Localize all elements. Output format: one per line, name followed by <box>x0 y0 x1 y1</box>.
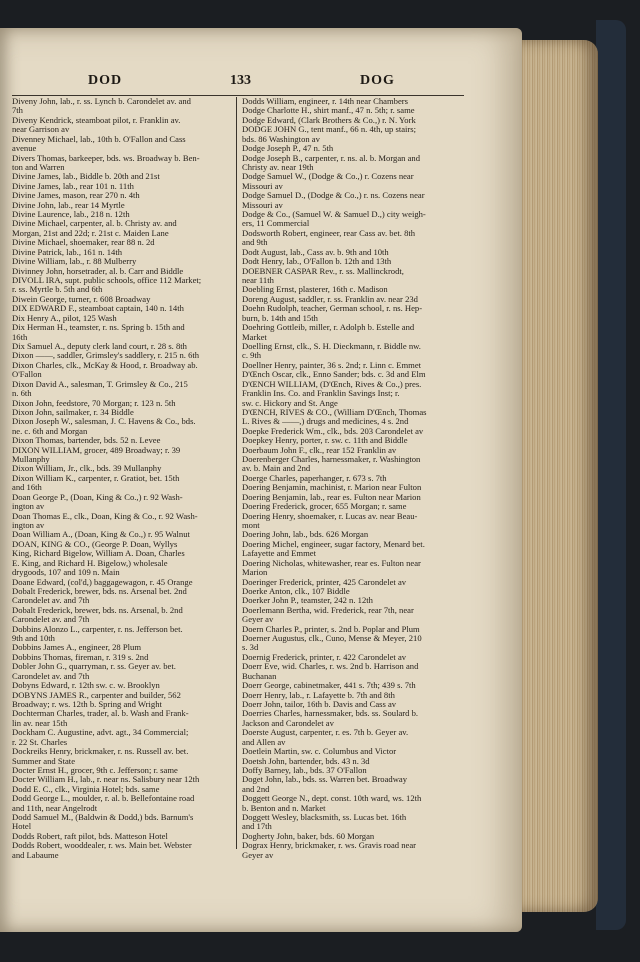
entry-continuation: Carondelet av. and 7th <box>12 595 90 606</box>
entry-line: Dodd Samuel M., (Baldwin & Dodd,) bds. Barnum's <box>12 813 194 823</box>
entry-continuation: Jackson and Carondelet av <box>242 717 334 728</box>
directory-entry <box>12 446 234 465</box>
entry-continuation: O'Fallon <box>12 369 42 380</box>
entry-line: Divine Michael, carpenter, al. b. Christy av. and <box>12 219 177 229</box>
entry-line: Dodge Edward, (Clark Brothers & Co.,) r. N. York <box>242 115 416 125</box>
entry-line: Doering Frederick, grocer, 655 Morgan; r. same <box>242 502 407 512</box>
header-right-guide: DOG <box>360 73 395 88</box>
entry-line: Doerner Augustus, clk., Cuno, Mense & Meyer, 210 <box>242 634 422 644</box>
entry-line: Dix Samuel A., deputy clerk land court, r. 28 s. 8th <box>12 341 187 351</box>
entry-line: Doerbaum John F., clk., rear 152 Franklin av <box>242 445 397 455</box>
header-rule <box>12 95 464 96</box>
entry-line: Divers Thomas, barkeeper, bds. ws. Broadway b. Ben- <box>12 153 200 163</box>
entry-line: Dixon Charles, clk., McKay & Hood, r. Broadway ab. <box>12 360 198 370</box>
entry-continuation: burn, b. 14th and 15th <box>242 312 318 323</box>
entry-continuation: r. ss. Myrtle b. 5th and 6th <box>12 284 103 295</box>
entry-line: Doering Benjamin, machinist, r. Marion near Fulton <box>242 483 422 493</box>
entry-continuation: and Allen av <box>242 736 286 747</box>
directory-entry <box>12 323 234 342</box>
directory-entry <box>12 342 234 351</box>
directory-entry <box>12 276 234 295</box>
entry-continuation: Market <box>242 331 267 342</box>
directory-entry <box>12 606 234 625</box>
directory-entry <box>242 295 464 304</box>
entry-continuation: Christy av. near 19th <box>242 161 314 172</box>
entry-line: Dixon John, feedstore, 70 Morgan; r. 123 n. 5th <box>12 398 176 408</box>
directory-entry <box>12 116 234 135</box>
entry-continuation: ton and Warren <box>12 161 65 172</box>
directory-entry <box>242 493 464 502</box>
entry-line: Doering Nicholas, whitewasher, rear es. Fulton near <box>242 558 421 568</box>
directory-entry <box>242 709 464 728</box>
entry-line: Dixon William, Jr., clk., bds. 39 Mullanphy <box>12 464 162 474</box>
directory-entry <box>242 775 464 794</box>
directory-entry <box>12 841 234 860</box>
entry-line: Doerr Eve, wid. Charles, r. ws. 2nd b. Harrison and <box>242 662 419 672</box>
entry-line: Doerr Henry, lab., r. Lafayette b. 7th and 8th <box>242 690 395 700</box>
directory-entry <box>12 97 234 116</box>
entry-line: Doepke Frederick Wm., clk., bds. 203 Carondelet av <box>242 426 424 436</box>
directory-entry <box>12 794 234 813</box>
entry-continuation: and 17th <box>242 821 272 832</box>
directory-entry <box>12 135 234 154</box>
entry-continuation: 16th <box>12 331 28 342</box>
entry-continuation: King, Richard Bigelow, William A. Doan, Charles <box>12 548 185 559</box>
directory-entry <box>242 380 464 408</box>
directory-entry <box>242 267 464 286</box>
entry-line: Doehring Gottleib, miller, r. Adolph b. Estelle and <box>242 323 415 333</box>
entry-continuation: and 11th, near Angelrodt <box>12 802 98 813</box>
entry-line: Dograx Henry, brickmaker, r. ws. Gravis road near <box>242 841 417 851</box>
entry-continuation: ers, 11 Commercial <box>242 218 310 229</box>
directory-entry <box>242 191 464 210</box>
directory-entry <box>242 813 464 832</box>
entry-line: Doan Thomas E., clk., Doan, King & Co., r. 92 Wash- <box>12 511 198 521</box>
entry-line: Doetsh John, bartender, bds. 43 n. 3d <box>242 756 370 766</box>
entry-line: Dobbins James A., engineer, 28 Plum <box>12 643 142 653</box>
directory-entry <box>12 201 234 210</box>
entry-line: DIXON WILLIAM, grocer, 489 Broadway; r. 39 <box>12 445 181 455</box>
directory-entry <box>242 691 464 700</box>
entry-continuation: Geyer av <box>242 849 274 860</box>
entry-continuation: r. 22 St. Charles <box>12 736 68 747</box>
entry-line: Docter Ernst H., grocer, 9th c. Jefferson; r. same <box>12 765 178 775</box>
entry-continuation: 9th and 10th <box>12 633 55 644</box>
entry-continuation: ington av <box>12 519 45 530</box>
entry-continuation: and 9th <box>242 237 268 248</box>
running-header <box>0 73 522 93</box>
directory-entry <box>242 370 464 379</box>
directory-entry <box>12 813 234 832</box>
entry-line: Divine William, lab., r. 88 Mulberry <box>12 257 137 267</box>
directory-entry <box>242 474 464 483</box>
entry-line: Doerke Anton, clk., 107 Biddle <box>242 586 350 596</box>
entry-line: Dixon ——, saddler, Grimsley's saddlery, r. 215 n. 6th <box>12 351 200 361</box>
directory-entry <box>12 766 234 775</box>
entry-continuation: n. 6th <box>12 388 32 399</box>
directory-entry <box>12 267 234 276</box>
entry-line: DODGE JOHN G., tent manf., 66 n. 4th, up stairs; <box>242 125 417 135</box>
entry-continuation: bds. 86 Washington av <box>242 133 320 144</box>
entry-continuation: lin av. near 15th <box>12 717 68 728</box>
book-cover <box>596 20 626 930</box>
directory-entry <box>12 709 234 728</box>
directory-entry <box>12 512 234 531</box>
directory-entry <box>12 540 234 578</box>
entry-continuation: Marion <box>242 567 268 578</box>
entry-line: Doeringer Frederick, printer, 425 Carondelet av <box>242 577 407 587</box>
entry-continuation: L. Rives & ——,) drugs and medicines, 4 s. 2nd <box>242 416 409 427</box>
entry-line: Divine John, lab., rear 14 Myrtle <box>12 200 125 210</box>
entry-line: Dodge Joseph B., carpenter, r. ns. al. b. Morgan and <box>242 153 421 163</box>
directory-entry <box>242 97 464 106</box>
entry-line: Dodds Robert, raft pilot, bds. Matteson Hotel <box>12 831 168 841</box>
entry-continuation: Carondelet av. and 7th <box>12 670 90 681</box>
directory-entry <box>242 257 464 266</box>
entry-line: Doggett George N., dept. const. 10th ward, ws. 12th <box>242 794 422 804</box>
directory-entry <box>12 361 234 380</box>
entry-line: Doering Henry, shoemaker, r. Lucas av. near Beau- <box>242 511 418 521</box>
entry-line: Divine Michael, shoemaker, rear 88 n. 2d <box>12 238 155 248</box>
entry-continuation: Hotel <box>12 821 32 832</box>
entry-line: Dodge & Co., (Samuel W. & Samuel D.,) city weigh- <box>242 210 426 220</box>
entry-line: Dockham C. Augustine, advt. agt., 34 Commercial; <box>12 728 189 738</box>
directory-entry <box>242 436 464 445</box>
directory-entry <box>12 191 234 200</box>
header-left-guide: DOD <box>88 73 123 88</box>
entry-line: Dodds Robert, wooddealer, r. ws. Main bet. Webster <box>12 841 192 851</box>
entry-line: Doerste August, carpenter, r. es. 7th b. Geyer av. <box>242 728 409 738</box>
directory-entry <box>242 427 464 436</box>
entry-line: Doebling Ernst, plasterer, 16th c. Madison <box>242 285 388 295</box>
entry-line: Doerr George, cabinetmaker, 441 s. 7th; 439 s. 7th <box>242 681 416 691</box>
entry-continuation: E. King, and Richard H. Bigelow,) wholesale <box>12 557 168 568</box>
entry-continuation: c. 9th <box>242 350 262 361</box>
entry-continuation: s. 3d <box>242 642 259 653</box>
entry-line: Diveny Kendrick, steamboat pilot, r. Franklin av. <box>12 115 181 125</box>
entry-line: Doan William A., (Doan, King & Co.,) r. 95 Walnut <box>12 530 190 540</box>
directory-entry <box>12 257 234 266</box>
entry-line: Dobbins Thomas, fireman, r. 319 s. 2nd <box>12 652 149 662</box>
directory-entry <box>242 653 464 662</box>
entry-line: Divinney John, horsetrader, al. b. Carr and Biddle <box>12 266 184 276</box>
entry-line: Divine Laurence, lab., 218 n. 12th <box>12 210 130 220</box>
directory-entry <box>242 455 464 474</box>
entry-continuation: Mullanphy <box>12 454 50 465</box>
directory-entry <box>242 587 464 596</box>
entry-continuation: Geyer av <box>242 614 274 625</box>
directory-entry <box>242 757 464 766</box>
directory-entry <box>12 775 234 784</box>
entry-line: Dobalt Frederick, brewer, bds. ns. Arsenal, b. 2nd <box>12 605 183 615</box>
directory-entry <box>242 144 464 153</box>
entry-line: Dobalt Frederick, brewer, bds. ns. Arsenal bet. 2nd <box>12 586 187 596</box>
directory-entry <box>242 530 464 539</box>
entry-continuation: Missouri av <box>242 180 283 191</box>
directory-entry <box>242 700 464 709</box>
entry-line: Dodge Samuel W., (Dodge & Co.,) r. Cozens near <box>242 172 414 182</box>
directory-entry <box>12 295 234 304</box>
directory-entry <box>12 691 234 710</box>
entry-continuation: near 11th <box>242 275 274 286</box>
entry-line: Divine James, lab., Biddle b. 20th and 21st <box>12 172 160 182</box>
entry-line: Doering Michel, engineer, sugar factory, Menard bet. <box>242 539 425 549</box>
entry-line: Doerge Charles, paperhanger, r. 673 s. 7th <box>242 473 387 483</box>
entry-line: Divenney Michael, lab., 10th b. O'Fallon and Cass <box>12 134 186 144</box>
directory-entry <box>242 483 464 492</box>
directory-entry <box>242 512 464 531</box>
entry-line: DOBYNS JAMES R., carpenter and builder, 562 <box>12 690 181 700</box>
entry-line: Dobyns Edward, r. 12th sw. c. w. Brooklyn <box>12 681 160 691</box>
directory-entry <box>242 248 464 257</box>
entry-continuation: avenue <box>12 143 37 154</box>
entry-line: Doan George P., (Doan, King & Co.,) r. 92 Wash- <box>12 492 183 502</box>
entry-continuation: Broadway; r. ws. 12th b. Spring and Wright <box>12 699 162 709</box>
directory-entry <box>12 248 234 257</box>
entry-line: Divine Patrick, lab., 161 n. 14th <box>12 247 123 257</box>
entry-line: DOEBNER CASPAR Rev., r. ss. Mallinckrodt, <box>242 266 404 276</box>
entry-line: Docter William H., lab., r. near ns. Salisbury near 12th <box>12 775 200 785</box>
directory-entry <box>242 662 464 681</box>
entry-line: Dixon David A., salesman, T. Grimsley & Co., 215 <box>12 379 188 389</box>
entry-continuation: av. b. Main and 2nd <box>242 463 311 474</box>
directory-entry <box>242 172 464 191</box>
directory-entry <box>12 399 234 408</box>
directory-entry <box>12 436 234 445</box>
directory-entry <box>242 502 464 511</box>
entry-continuation: Summer and State <box>12 755 76 766</box>
directory-entry <box>242 766 464 775</box>
entry-line: Dixon Joseph W., salesman, J. C. Havens & Co., bds. <box>12 417 196 427</box>
entry-line: DOAN, KING & CO., (George P. Doan, Wyllys <box>12 539 178 549</box>
entry-line: Doggett Wesley, blacksmith, ss. Lucas bet. 16th <box>242 813 407 823</box>
entry-line: Diveny John, lab., r. ss. Lynch b. Carondelet av. and <box>12 97 191 106</box>
directory-entry <box>12 578 234 587</box>
directory-entry <box>12 182 234 191</box>
entry-line: Doetlein Martin, sw. c. Columbus and Victor <box>242 747 397 757</box>
entry-continuation: Buchanan <box>242 670 277 681</box>
entry-line: Doget John, lab., bds. ss. Warren bet. Broadway <box>242 775 408 785</box>
entry-line: Dix Herman H., teamster, r. ns. Spring b. 15th and <box>12 323 185 333</box>
entry-line: Doerries Charles, harnessmaker, bds. ss. Soulard b. <box>242 709 419 719</box>
entry-line: Dodsworth Robert, engineer, rear Cass av. bet. 8th <box>242 228 416 238</box>
entry-line: Doepkey Henry, porter, r. sw. c. 11th and Biddle <box>242 436 408 446</box>
directory-entry <box>12 625 234 644</box>
column-divider <box>236 97 237 849</box>
entry-continuation: ne. c. 6th and Morgan <box>12 425 88 436</box>
entry-line: Dogherty John, baker, bds. 60 Morgan <box>242 831 375 841</box>
entry-line: Dodd E. C., clk., Virginia Hotel; bds. same <box>12 784 160 794</box>
entry-line: Doering John, lab., bds. 626 Morgan <box>242 530 369 540</box>
entry-line: Doerr John, tailor, 16th b. Davis and Cass av <box>242 700 397 709</box>
directory-entry <box>12 314 234 323</box>
directory-entry <box>242 596 464 605</box>
directory-entry <box>12 219 234 238</box>
entry-line: Dix Henry A., pilot, 125 Wash <box>12 313 117 323</box>
directory-entry <box>242 625 464 634</box>
entry-line: Dixon William K., carpenter, r. Gratiot, bet. 15th <box>12 473 180 483</box>
entry-continuation: sw. c. Hickory and St. Ange <box>242 397 338 408</box>
directory-entry <box>12 417 234 436</box>
entry-continuation: Carondelet av. and 7th <box>12 614 90 625</box>
directory-entry <box>12 154 234 173</box>
directory-entry <box>12 643 234 652</box>
directory-entry <box>12 408 234 417</box>
entry-continuation: and Labaume <box>12 849 59 860</box>
entry-line: Dodds William, engineer, r. 14th near Chambers <box>242 97 408 106</box>
directory-entry <box>242 540 464 559</box>
entry-line: D'ŒNCH, RIVES & CO., (William D'Œnch, Thomas <box>242 407 427 417</box>
entry-continuation: ington av <box>12 501 45 512</box>
directory-entry <box>12 210 234 219</box>
entry-line: Dockreiks Henry, brickmaker, r. ns. Russell av. bet. <box>12 747 189 757</box>
entry-line: D'Œnch Oscar, clk., Enno Sander; bds. c. 3d and Elm <box>242 370 426 380</box>
directory-entry <box>12 747 234 766</box>
directory-entry <box>242 285 464 294</box>
directory-entry <box>12 493 234 512</box>
directory-entry <box>242 841 464 860</box>
directory-entry <box>242 342 464 361</box>
directory-entry <box>12 380 234 399</box>
directory-entry <box>242 606 464 625</box>
entry-continuation: Morgan, 21st and 22d; r. 21st c. Maiden Lane <box>12 227 169 238</box>
entry-line: Doellner Henry, painter, 36 s. 2nd; r. Linn c. Emmet <box>242 360 422 370</box>
directory-entry <box>242 728 464 747</box>
right-column <box>242 97 464 860</box>
directory-entry <box>242 106 464 115</box>
directory-entry <box>242 832 464 841</box>
entry-line: Doern Charles P., printer, s. 2nd b. Poplar and Plum <box>242 624 420 634</box>
directory-entry <box>242 154 464 173</box>
entry-continuation: mont <box>242 519 260 530</box>
entry-line: Dodd George L., moulder, r. al. b. Bellefontaine road <box>12 794 195 804</box>
entry-line: Divine James, mason, rear 270 n. 4th <box>12 191 140 201</box>
directory-entry <box>242 408 464 427</box>
directory-entry <box>242 446 464 455</box>
directory-entry <box>242 361 464 370</box>
entry-line: Dodge Samuel D., (Dodge & Co.,) r. ns. Cozens near <box>242 191 425 201</box>
entry-line: Doffy Barney, lab., bds. 37 O'Fallon <box>242 765 367 775</box>
directory-entry <box>12 530 234 539</box>
directory-entry <box>242 304 464 323</box>
entry-line: Diwein George, turner, r. 608 Broadway <box>12 294 151 304</box>
entry-line: Doerenberger Charles, harnessmaker, r. Washington <box>242 455 421 465</box>
page-number: 133 <box>230 73 251 88</box>
directory-entry <box>12 653 234 662</box>
entry-line: Dodt Henry, lab., O'Fallon b. 12th and 13th <box>242 257 392 267</box>
entry-line: Doane Edward, (col'd,) baggagewagon, r. 45 Orange <box>12 577 193 587</box>
directory-entry <box>242 747 464 756</box>
entry-line: Doering Benjamin, lab., rear es. Fulton near Marion <box>242 492 421 502</box>
directory-entry <box>12 587 234 606</box>
entry-line: Dobbins Alonzo L., carpenter, r. ns. Jefferson bet. <box>12 624 183 634</box>
entry-line: Dochterman Charles, trader, al. b. Wash and Frank- <box>12 709 189 719</box>
directory-entry <box>12 785 234 794</box>
directory-entry <box>242 125 464 144</box>
directory-entry <box>12 238 234 247</box>
entry-line: Dodge Joseph P., 47 n. 5th <box>242 144 334 154</box>
entry-line: D'ŒNCH WILLIAM, (D'Œnch, Rives & Co.,) pres. <box>242 379 422 389</box>
entry-continuation: and 2nd <box>242 783 270 794</box>
directory-entry <box>12 172 234 181</box>
directory-entry <box>242 559 464 578</box>
directory-entry <box>242 229 464 248</box>
entry-continuation: Franklin Ins. Co. and Franklin Savings Inst; r. <box>242 388 400 399</box>
page-edges <box>518 40 598 912</box>
entry-line: DIVOLL IRA, supt. public schools, office 112 Market; <box>12 276 202 286</box>
entry-line: Divine James, lab., rear 101 n. 11th <box>12 181 134 191</box>
directory-entry <box>12 728 234 747</box>
directory-entry <box>242 794 464 813</box>
directory-entry <box>12 662 234 681</box>
entry-line: Doreng August, saddler, r. ss. Franklin av. near 23d <box>242 294 418 304</box>
entry-continuation: Lafayette and Emmet <box>242 548 316 559</box>
directory-entry <box>12 304 234 313</box>
directory-entry <box>242 210 464 229</box>
directory-entry <box>242 116 464 125</box>
directory-entry <box>12 832 234 841</box>
entry-line: Dixon Thomas, bartender, bds. 52 n. Levee <box>12 436 161 446</box>
entry-line: Dixon John, sailmaker, r. 34 Biddle <box>12 407 134 417</box>
entry-line: Dodge Charlotte H., shirt manf., 47 n. 5th; r. same <box>242 106 415 116</box>
entry-line: Doerker John P., teamster, 242 n. 12th <box>242 596 373 606</box>
entry-line: Doelling Ernst, clk., S. H. Dieckmann, r. Biddle nw. <box>242 341 421 351</box>
entry-line: Dodt August, lab., Cass av. b. 9th and 10th <box>242 247 389 257</box>
entry-line: Doehn Rudolph, teacher, German school, r. ns. Hep- <box>242 304 423 314</box>
entry-continuation: near Garrison av <box>12 124 70 135</box>
directory-entry <box>242 681 464 690</box>
entry-line: Doerlemann Bertha, wid. Frederick, rear 7th, near <box>242 605 414 615</box>
directory-entry <box>242 323 464 342</box>
directory-entry <box>12 474 234 493</box>
entry-line: Doernig Frederick, printer, r. 422 Carondelet av <box>242 652 407 662</box>
entry-continuation: b. Benton and n. Market <box>242 802 326 813</box>
directory-entry <box>242 634 464 653</box>
left-column <box>12 97 234 860</box>
entry-continuation: Missouri av <box>242 199 283 210</box>
directory-entry <box>12 351 234 360</box>
directory-entry <box>12 681 234 690</box>
directory-entry <box>242 578 464 587</box>
directory-entry <box>12 464 234 473</box>
entry-continuation: 7th <box>12 105 23 116</box>
entry-line: Dobler John G., quarryman, r. ss. Geyer av. bet. <box>12 662 176 672</box>
entry-continuation: drygoods, 107 and 109 n. Main <box>12 567 120 578</box>
entry-line: DIX EDWARD F., steamboat captain, 140 n. 14th <box>12 304 184 314</box>
entry-continuation: and 16th <box>12 482 42 493</box>
